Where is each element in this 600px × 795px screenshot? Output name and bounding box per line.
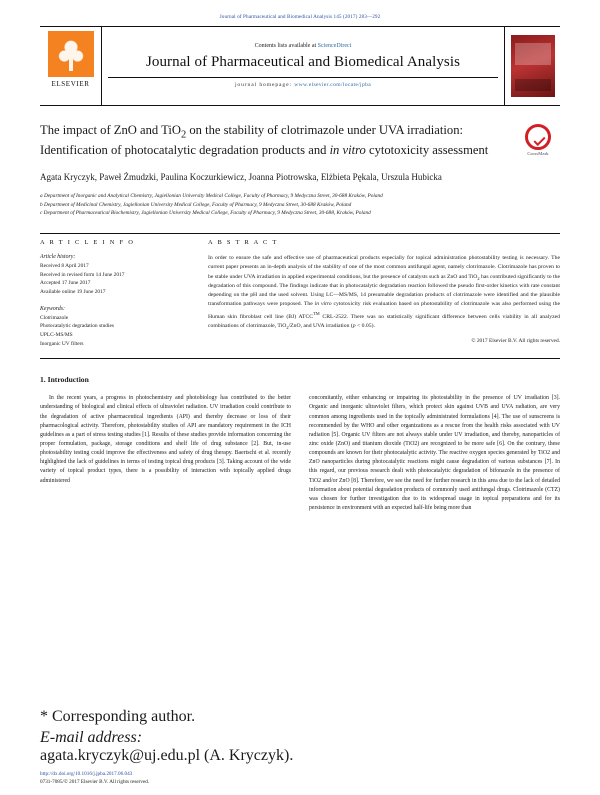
email-suffix: (A. Kryczyk). (204, 747, 294, 765)
email-label: E-mail address: (40, 729, 143, 747)
email-address[interactable]: agata.kryczyk@uj.edu.pl (40, 747, 201, 765)
keyword-item: Photocatalytic degradation studies (40, 323, 114, 330)
running-head: Journal of Pharmaceutical and Biomedical Analysis 145 (2017) 283—292 (219, 14, 381, 20)
abstract-text (208, 254, 560, 331)
affiliation-a: a Department of Inorganic and Analytical Chemistry, Jagiellonian University Medical College, Faculty of Pharmacy, 9 Medyczna Street, 30-688 Kraków, Poland (40, 193, 383, 200)
abstract-heading: A B S T R A C T (208, 239, 279, 247)
publisher-name: ELSEVIER (51, 80, 90, 88)
article-title (40, 122, 506, 159)
homepage-url[interactable]: www.elsevier.com/locate/jpba (294, 82, 372, 88)
affiliation-list (40, 192, 560, 217)
info-divider-top (40, 233, 560, 234)
abstract-part-4: CRL-2522. There was no statistically significant difference between cells viability in all analyzed combinations of clotrimazole, TiO (208, 313, 560, 329)
crossmark-icon (525, 124, 551, 150)
keyword-item: Inorganic UV filters (40, 340, 84, 347)
paragraph: In the recent years, a progress in photochemistry and photobiology has contributed to the better understanding of biological and clinical effects of ultraviolet radiation. UV irradiation could contribute to the degradation of active pharmaceutical ingredients (API) and thereby decrease or loss of their pharmacological activity. Therefore, photostability studies of API are mandatory requirement in the ICH guidelines as a part of stress testing studies [1]. Results of these studies provide information concerning the proper formulation, package, storage conditions and shelf life of drug substance [2]. But, in-use photostability testing could improve the effectiveness and safety of drug therapy. Baertschi et al. recently highlighted the lack of guidelines in terms of testing topical drug products [3]. Taking account of the wide variety of topical product types, there is a possibility of interaction with topically applied drugs administered (40, 395, 291, 484)
section-heading-introduction (40, 375, 560, 384)
section-number: 1. (40, 375, 46, 385)
abstract-part-3: cytotoxicity risk evaluation based on photostability of clotrimazole was also performed using the Human skin fibroblast cell line (BJ) ATCC (208, 301, 560, 320)
abstract-part-5: /ZnO, and UVA irradiation ( (288, 322, 353, 329)
corresponding-author-note (40, 708, 302, 726)
info-abstract-block (40, 239, 560, 359)
page-footer (40, 708, 302, 787)
journal-masthead (40, 26, 560, 106)
abstract-column (208, 239, 560, 348)
authors-text: Agata Kryczyk, Paweł Żmudzki, Paulina Koczurkiewicz, Joanna Piotrowska, Elżbieta Pękala, Urszula Hubicka (40, 171, 442, 182)
body-columns (40, 394, 560, 513)
corresponding-label: Corresponding author. (52, 708, 196, 726)
abstract-part-2: has contributed significantly to the degradation of this compound. The findings indicate that in photocatalytic degradation reaction followed the pseudo first-order kinetics with rate constant depending on the pH and the used solvent. Using LC—MS/MS, 14 presumable degradation products of clotrimazole were identified and the plausible transformation pathways were proposed. The (208, 273, 561, 308)
title-part-1: The impact of ZnO and TiO (40, 123, 181, 137)
journal-cover-thumbnail (504, 27, 560, 105)
history-item: Available online 19 June 2017 (40, 289, 106, 296)
doi-link[interactable]: http://dx.doi.org/10.1016/j.jpba.2017.06.043 (40, 771, 133, 778)
body-column-left (40, 394, 291, 513)
affiliation-b: b Department of Medicinal Chemistry, Jagiellonian University Medical College, Faculty of Pharmacy, 9 Medyczna Street, 30-688 Kraków, Poland (40, 201, 352, 208)
abstract-sub-2: 2 (286, 324, 289, 330)
abstract-part-6: < 0.05). (355, 322, 375, 329)
abstract-sup-1: TM (313, 310, 320, 316)
paragraph: concomitantly, either enhancing or impairing its photostability in the presence of UV irradiation [3]. Organic and inorganic ultraviolet filters, which protect skin against UVB and UVA radiation, are very common among ingredients used in the topically administrated formulations [4]. The use of sunscreens is recommended by the WHO and other organizations as a rescue from the health risks associated with UV radiation [5]. Organic UV filters are not always stable under UV irradiation, and thereby, nanoparticles of zinc oxide (ZnO) and titanium dioxide (TiO2) are recognized to be more safe [6]. On the contrary, these compounds are known for their photocatalytic activity. The reactive oxygen species generated by TiO2 and ZnO nanoparticles during photocatalytic reactions might cause degradation of various substances [7]. In this regard, our previous research dealt with photocatalytic degradation of bifonazole in the presence of TiO2 and/or ZnO [8]. Therefore, we see the need for further research in this area due to the lack of detailed information about potential degradation products of commonly used antifungal drugs. Clotrimazole (CTZ) was chosen for further investigation due to its widespread usage in topical preparations and for its persistence in environment with an expected half-life being more than (309, 395, 560, 512)
title-sub-1: 2 (180, 129, 187, 141)
journal-homepage-bar (108, 77, 498, 88)
crossmark-label: CrossMark (527, 151, 549, 156)
contents-prefix: Contents lists available at (254, 43, 318, 49)
masthead-center (102, 27, 504, 105)
title-row (40, 122, 560, 171)
keyword-item: UPLC-MS/MS (40, 331, 73, 338)
crossmark-badge[interactable] (516, 124, 560, 156)
affiliation-c: c Department of Pharmaceutical Biochemistry, Jagiellonian University Medical College, Faculty of Pharmacy, 9 Medyczna Street, 30-688, Kraków, Poland (40, 209, 371, 216)
elsevier-tree-icon (48, 31, 94, 77)
corresponding-marker: * (40, 708, 48, 726)
publisher-logo (40, 27, 102, 105)
history-item: Accepted 17 June 2017 (40, 280, 91, 287)
email-note (40, 729, 302, 765)
abstract-italic-1: in vitro (314, 301, 332, 308)
keywords-list (40, 314, 190, 349)
sciencedirect-link[interactable]: ScienceDirect (317, 43, 352, 49)
history-item: Received 8 April 2017 (40, 263, 89, 270)
title-part-3: cytotoxicity assessment (365, 143, 489, 158)
contents-line (255, 43, 352, 49)
abstract-italic-2: p (352, 322, 356, 329)
article-history-label: Article history: (40, 254, 76, 261)
keywords-label: Keywords: (40, 305, 65, 312)
section-title: Introduction (47, 375, 89, 385)
article-history-list (40, 262, 190, 297)
article-info-column (40, 239, 190, 348)
journal-title: Journal of Pharmaceutical and Biomedical Analysis (145, 54, 460, 70)
title-part-2: on the stability of clotrimazole under UVA irradiation: Identification of photocatalytic degradation products and (40, 123, 463, 158)
abstract-sub-1: 2 (477, 275, 480, 281)
article-info-heading: A R T I C L E I N F O (40, 239, 135, 247)
title-italic: in vitro (329, 143, 366, 158)
keyword-item: Clotrimazole (40, 314, 69, 321)
cover-image (511, 35, 555, 97)
history-item: Received in revised form 14 June 2017 (40, 271, 125, 278)
abstract-part-1: In order to ensure the safe and effective use of pharmaceutical products especially for topical administration photostability testing is necessary. The current paper presents an in-depth analysis of the stability of one of the most common antifungal agent, namely clotrimazole. Clotrimazole has proven to be stable under UVA irradiation in applied experimental conditions, but the presence of catalysts such as ZnO and TiO (208, 255, 560, 280)
abstract-copyright: © 2017 Elsevier B.V. All rights reserved. (471, 337, 560, 344)
body-column-right (309, 394, 560, 513)
issn-copyright: 0731-7085/© 2017 Elsevier B.V. All rights reserved. (40, 779, 150, 786)
homepage-label: journal homepage: (234, 82, 292, 88)
author-list (40, 171, 560, 185)
